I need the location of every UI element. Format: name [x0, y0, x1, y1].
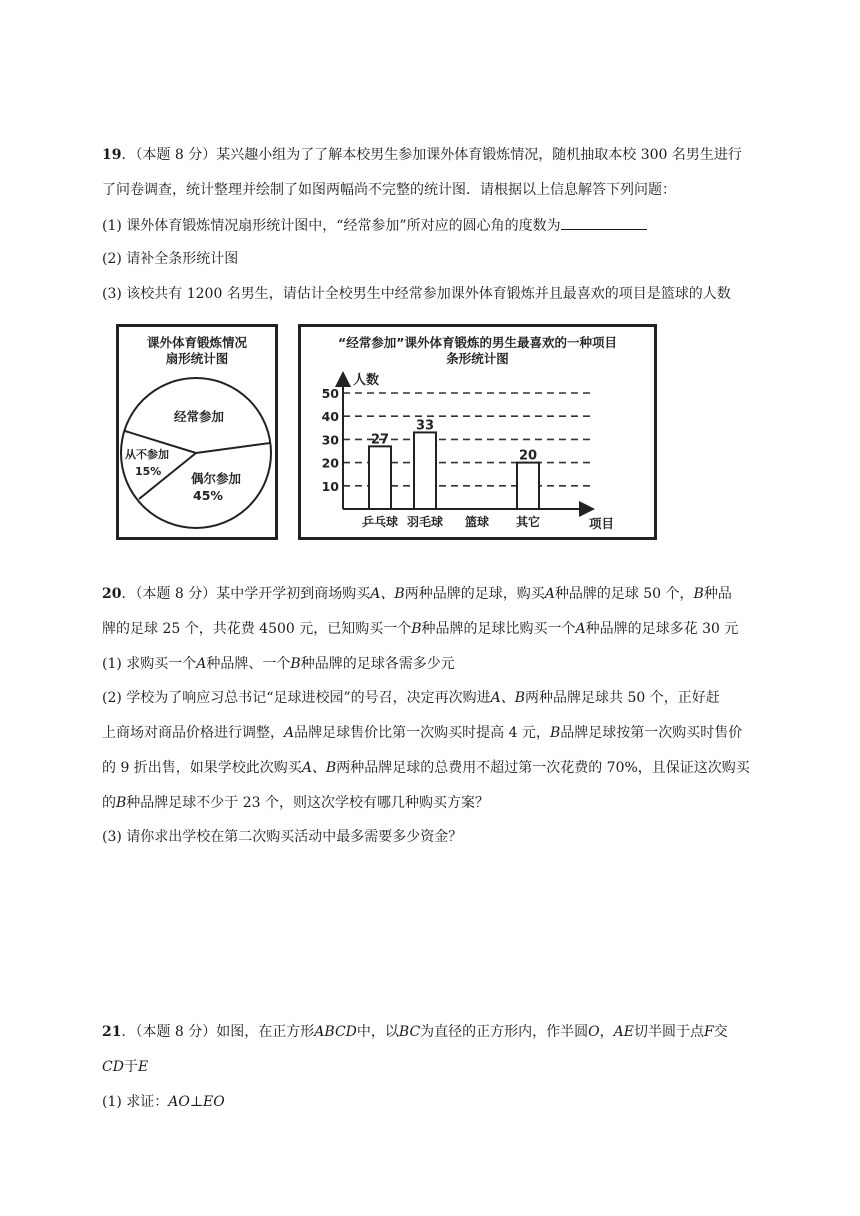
q19-number: 19	[102, 147, 122, 163]
q21-number: 21	[102, 1024, 122, 1040]
q20-line4: 上商场对商品价格进行调整，A品牌足球售价比第一次购买时提高 4 元，B品牌足球按第一次购买时售价	[102, 725, 743, 741]
q19-text-1: ．（本题 8 分）某兴趣小组为了了解本校男生参加课外体育锻炼情况，随机抽取本校 300 名男生进行	[121, 147, 742, 163]
bar-乒乓球	[369, 446, 391, 509]
pie-label-sometimes: 偶尔参加	[191, 471, 242, 486]
y-tick-label: 20	[321, 455, 339, 471]
x-tick-label: 篮球	[464, 515, 490, 529]
bar-羽毛球	[414, 432, 436, 509]
q19-line1	[102, 145, 742, 165]
bar-title-line1: “经常参加”课外体育锻炼的男生最喜欢的一种项目	[338, 335, 617, 350]
q21-line2: CD于E	[102, 1059, 149, 1075]
pie-label-sometimes-pct: 45%	[193, 488, 223, 503]
q21-part1: (1) 求证：AO⊥EO	[102, 1094, 225, 1110]
q20-number: 20	[102, 586, 122, 602]
q21-line1: 21．（本题 8 分）如图，在正方形ABCD中，以BC为直径的正方形内，作半圆O，AE切半圆于点F交	[102, 1024, 728, 1040]
pie-chart	[119, 327, 275, 537]
y-tick-label: 40	[321, 409, 339, 425]
pie-label-never: 从不参加	[125, 448, 169, 461]
bar-其它	[517, 463, 539, 509]
pie-title-line1: 课外体育锻炼情况	[146, 335, 247, 350]
pie-title-line2: 扇形统计图	[165, 351, 229, 366]
answer-blank[interactable]	[561, 215, 647, 230]
y-tick-label: 10	[321, 478, 339, 494]
y-axis-label: 人数	[353, 373, 380, 388]
q19-line2: 了问卷调查，统计整理并绘制了如图两幅尚不完整的统计图．请根据以上信息解答下列问题：	[102, 182, 676, 198]
pie-label-often: 经常参加	[173, 409, 225, 424]
y-tick-label: 30	[321, 432, 339, 448]
y-tick-label: 50	[321, 386, 339, 401]
q19-part1	[102, 215, 647, 236]
x-tick-label: 其它	[515, 515, 541, 529]
bar-chart-figure	[298, 324, 657, 540]
q20-line5: 的 9 折出售，如果学校此次购买A、B两种品牌足球的总费用不超过第一次花费的 70%，且保证这次购买	[102, 760, 750, 776]
q19-part2: (2) 请补全条形统计图	[102, 251, 239, 267]
q20-line1: 20．（本题 8 分）某中学开学初到商场购买A、B两种品牌的足球，购买A种品牌的足球 50 个，B种品	[102, 586, 732, 602]
bar-value-label: 20	[518, 448, 538, 464]
q20-line6: 的B种品牌足球不少于 23 个，则这次学校有哪几种购买方案？	[102, 795, 490, 811]
x-axis-label: 项目	[589, 516, 615, 531]
q19-part3: (3) 该校共有 1200 名男生，请估计全校男生中经常参加课外体育锻炼并且最喜欢的项目是篮球的人数	[102, 286, 731, 302]
q20-part3: (3) 请你求出学校在第二次购买活动中最多需要多少资金？	[102, 829, 463, 845]
bar-chart	[301, 327, 654, 537]
pie-label-never-pct: 15%	[135, 465, 162, 478]
bar-title-line2: 条形统计图	[446, 351, 509, 366]
x-tick-label: 乒乓球	[361, 515, 399, 529]
pie-chart-figure	[116, 324, 278, 540]
q20-line2: 牌的足球 25 个，共花费 4500 元，已知购买一个B种品牌的足球比购买一个A种品牌的足球多花 30 元	[102, 621, 739, 637]
x-tick-label: 羽毛球	[406, 515, 444, 529]
q19-part1-text: (1) 课外体育锻炼情况扇形统计图中，“经常参加”所对应的圆心角的度数为	[102, 218, 561, 234]
q20-part2: (2) 学校为了响应习总书记“足球进校园”的号召，决定再次购进A、B两种品牌足球共 50 个，正好赶	[102, 690, 720, 706]
bar-value-label: 27	[370, 432, 390, 448]
q20-part1: (1) 求购买一个A种品牌、一个B种品牌的足球各需多少元	[102, 656, 455, 672]
bar-value-label: 33	[415, 418, 435, 434]
